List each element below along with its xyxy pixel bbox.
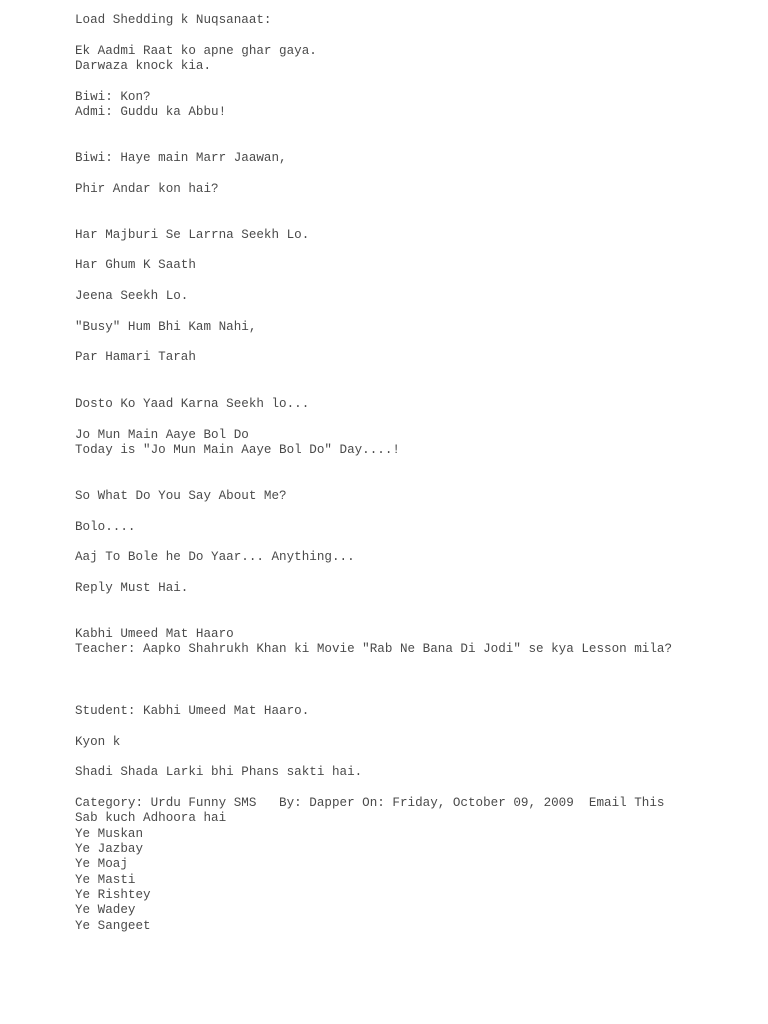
text-line: Ye Jazbay [75,842,144,856]
text-line: Biwi: Haye main Marr Jaawan, [75,151,287,165]
text-line: Teacher: Aapko Shahrukh Khan ki Movie "Rab Ne Bana Di Jodi" se kya Lesson mila? [75,642,673,656]
text-line: Dosto Ko Yaad Karna Seekh lo... [75,397,310,411]
text-line: Har Majburi Se Larrna Seekh Lo. [75,228,310,242]
text-line: "Busy" Hum Bhi Kam Nahi, [75,320,257,334]
text-line: Biwi: Kon? [75,90,151,104]
text-line: Ek Aadmi Raat ko apne ghar gaya. [75,44,317,58]
text-line: Load Shedding k Nuqsanaat: [75,13,272,27]
text-line: Shadi Shada Larki bhi Phans sakti hai. [75,765,363,779]
text-line: Ye Moaj [75,857,128,871]
text-line: Par Hamari Tarah [75,350,196,364]
text-line: Ye Sangeet [75,919,151,933]
text-line: Darwaza knock kia. [75,59,212,73]
text-line: Kabhi Umeed Mat Haaro [75,627,234,641]
text-line: Student: Kabhi Umeed Mat Haaro. [75,704,310,718]
text-line: Ye Wadey [75,903,136,917]
text-line: Phir Andar kon hai? [75,182,219,196]
text-line: Kyon k [75,735,121,749]
text-line: Ye Rishtey [75,888,151,902]
text-line: Jeena Seekh Lo. [75,289,189,303]
text-line: Category: Urdu Funny SMS By: Dapper On: Friday, October 09, 2009 Email This [75,796,665,810]
text-line: Reply Must Hai. [75,581,189,595]
text-line: Today is "Jo Mun Main Aaye Bol Do" Day....! [75,443,400,457]
text-line: Bolo.... [75,520,136,534]
text-line: Sab kuch Adhoora hai [75,811,227,825]
text-line: So What Do You Say About Me? [75,489,287,503]
text-line: Har Ghum K Saath [75,258,196,272]
text-line: Aaj To Bole he Do Yaar... Anything... [75,550,355,564]
text-line: Jo Mun Main Aaye Bol Do [75,428,249,442]
text-line: Ye Muskan [75,827,144,841]
text-line: Admi: Guddu ka Abbu! [75,105,227,119]
text-line: Ye Masti [75,873,136,887]
